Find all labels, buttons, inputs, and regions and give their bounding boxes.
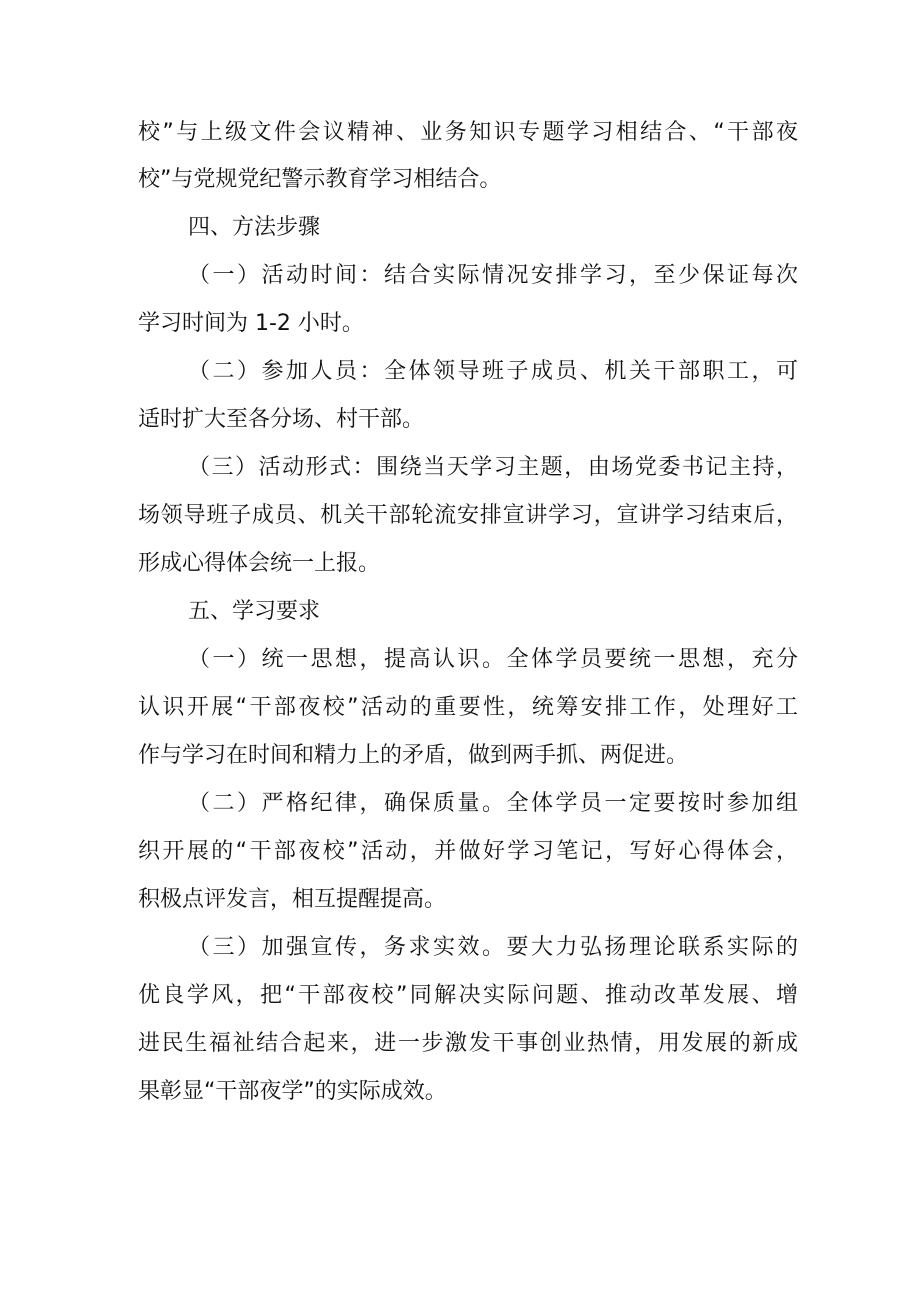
paragraph-line: 形成心得体会统一上报。 xyxy=(138,551,381,576)
paragraph-line: （一）统一思想，提高认识。全体学员要统一思想，充分 xyxy=(188,647,798,672)
paragraph-line: 校”与上级文件会议精神、业务知识专题学习相结合、“干部夜 xyxy=(138,120,798,145)
paragraph-line: （三）加强宣传，务求实效。要大力弘扬理论联系实际的 xyxy=(188,935,798,960)
section-heading: 五、学习要求 xyxy=(188,599,321,624)
section-heading: 四、方法步骤 xyxy=(188,215,321,240)
paragraph-line: 积极点评发言，相互提醒提高。 xyxy=(138,887,447,912)
paragraph-line: 果彰显“干部夜学”的实际成效。 xyxy=(138,1079,447,1104)
paragraph-line: 适时扩大至各分场、村干部。 xyxy=(138,407,425,432)
paragraph-line: （二）严格纪律，确保质量。全体学员一定要按时参加组 xyxy=(188,791,798,816)
paragraph-line: 校”与党规党纪警示教育学习相结合。 xyxy=(138,167,502,192)
paragraph-line: 优良学风，把“干部夜校”同解决实际问题、推动改革发展、增 xyxy=(138,983,798,1008)
paragraph-line: 织开展的“干部夜校”活动，并做好学习笔记，写好心得体会， xyxy=(138,839,798,864)
paragraph-line: （一）活动时间：结合实际情况安排学习，至少保证每次 xyxy=(188,263,798,288)
paragraph-line: 学习时间为 1-2 小时。 xyxy=(138,311,364,336)
paragraph-line: 认识开展“干部夜校”活动的重要性，统筹安排工作，处理好工 xyxy=(138,695,798,720)
paragraph-line: 作与学习在时间和精力上的矛盾，做到两手抓、两促进。 xyxy=(138,743,689,768)
paragraph-line: 进民生福祉结合起来，进一步激发干事创业热情，用发展的新成 xyxy=(138,1031,798,1056)
paragraph-line: （三）活动形式：围绕当天学习主题，由场党委书记主持， xyxy=(188,455,798,480)
paragraph-line: 场领导班子成员、机关干部轮流安排宣讲学习，宣讲学习结束后， xyxy=(138,503,798,528)
paragraph-line: （二）参加人员：全体领导班子成员、机关干部职工，可 xyxy=(188,359,798,384)
